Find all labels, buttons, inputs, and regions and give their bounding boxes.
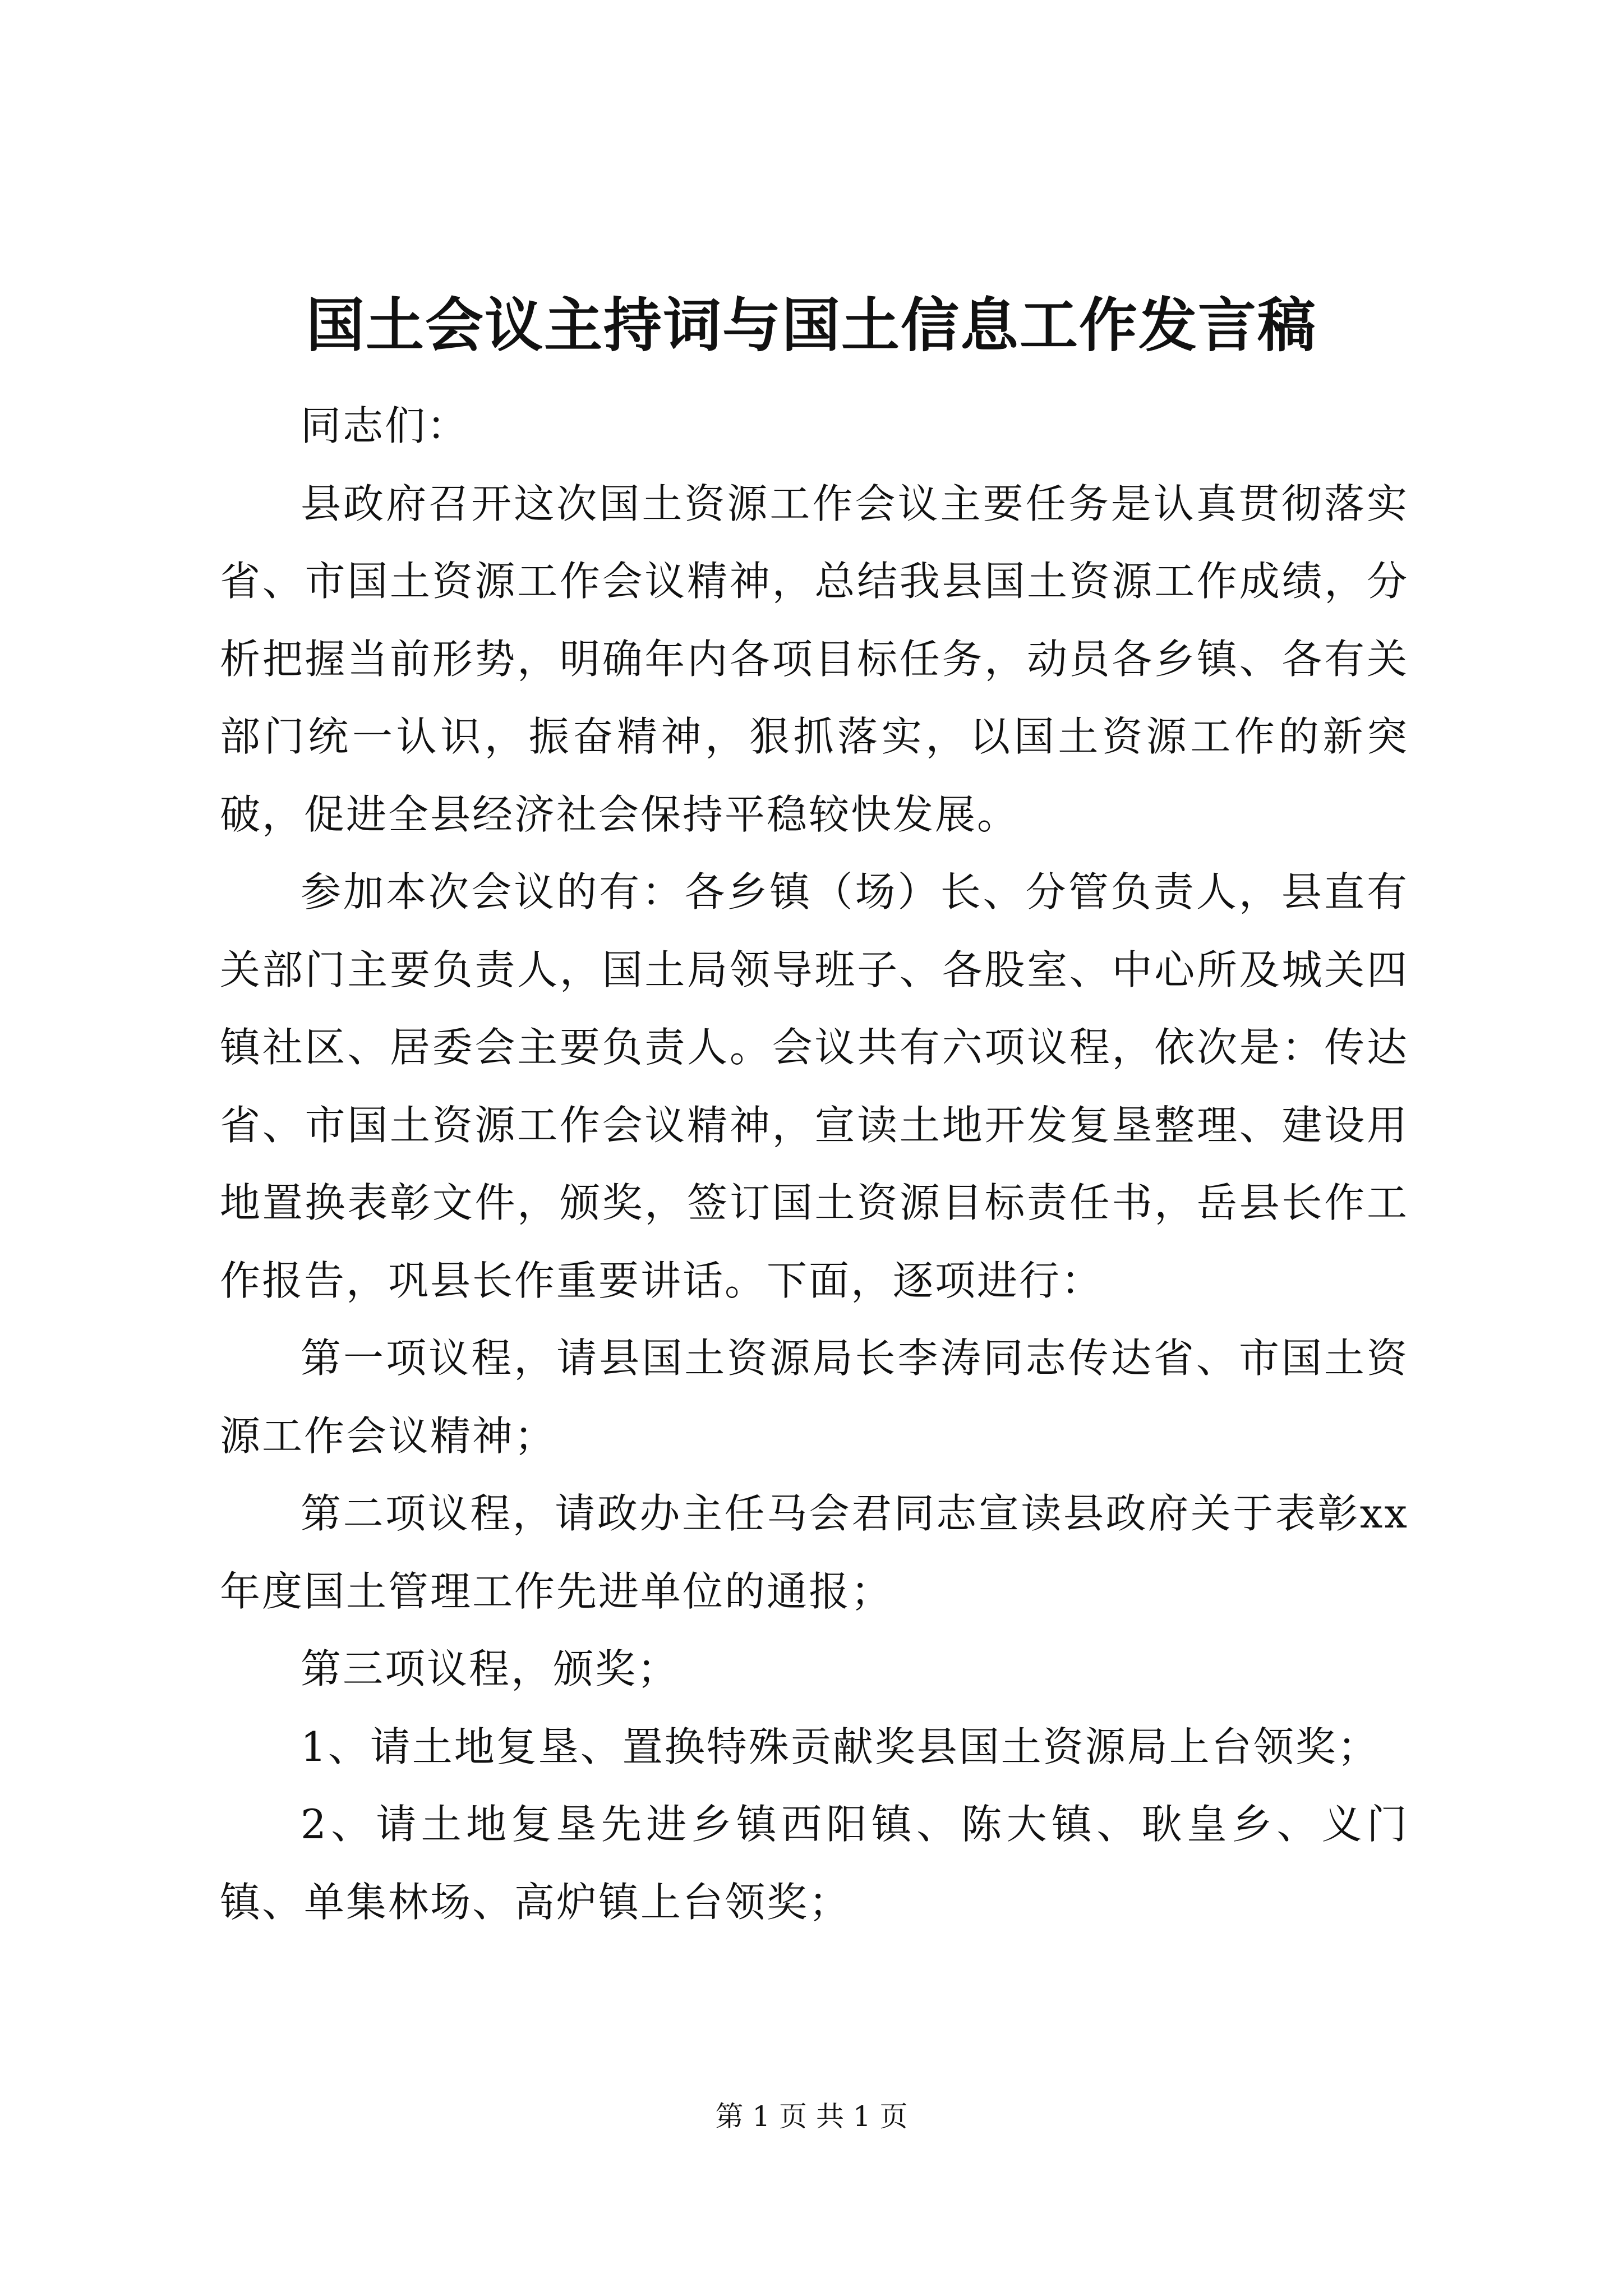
paragraph-attendees-agenda: 参加本次会议的有：各乡镇（场）长、分管负责人，县直有关部门主要负责人，国土局领导班子、各股室、中心所及城关四镇社区、居委会主要负责人。会议共有六项议程，依次是：传达省、市国土资源工作会议精神，宣读土地开发复垦整理、建设用地置换表彰文件，颁奖，签订国土资源目标责任书，岳县长作工作报告，巩县长作重要讲话。下面，逐项进行：: [220, 868, 1409, 1304]
paragraph-intro: 县政府召开这次国土资源工作会议主要任务是认真贯彻落实省、市国土资源工作会议精神，总结我县国土资源工作成绩，分析把握当前形势，明确年内各项目标任务，动员各乡镇、各有关部门统一认识，振奋精神，狠抓落实，以国土资源工作的新突破，促进全县经济社会保持平稳较快发展。: [220, 480, 1409, 838]
paragraph-award-1: 1、请土地复垦、置换特殊贡献奖县国土资源局上台领奖；: [301, 1723, 1380, 1770]
paragraph-agenda-item-1: 第一项议程，请县国土资源局长李涛同志传达省、市国土资源工作会议精神；: [220, 1335, 1409, 1460]
salutation: 同志们：: [301, 402, 469, 449]
paragraph-agenda-item-3: 第三项议程，颁奖；: [301, 1645, 680, 1692]
document-title: 国土会议主持词与国土信息工作发言稿: [306, 291, 1317, 360]
page-footer: 第 1 页 共 1 页: [715, 2100, 908, 2133]
document-body: [220, 387, 1409, 1941]
paragraph-award-2: 2、请土地复垦先进乡镇西阳镇、陈大镇、耿皇乡、义门镇、单集林场、高炉镇上台领奖；: [220, 1801, 1409, 1926]
paragraph-agenda-item-2: 第二项议程，请政办主任马会君同志宣读县政府关于表彰xx年度国土管理工作先进单位的通报；: [220, 1490, 1409, 1615]
